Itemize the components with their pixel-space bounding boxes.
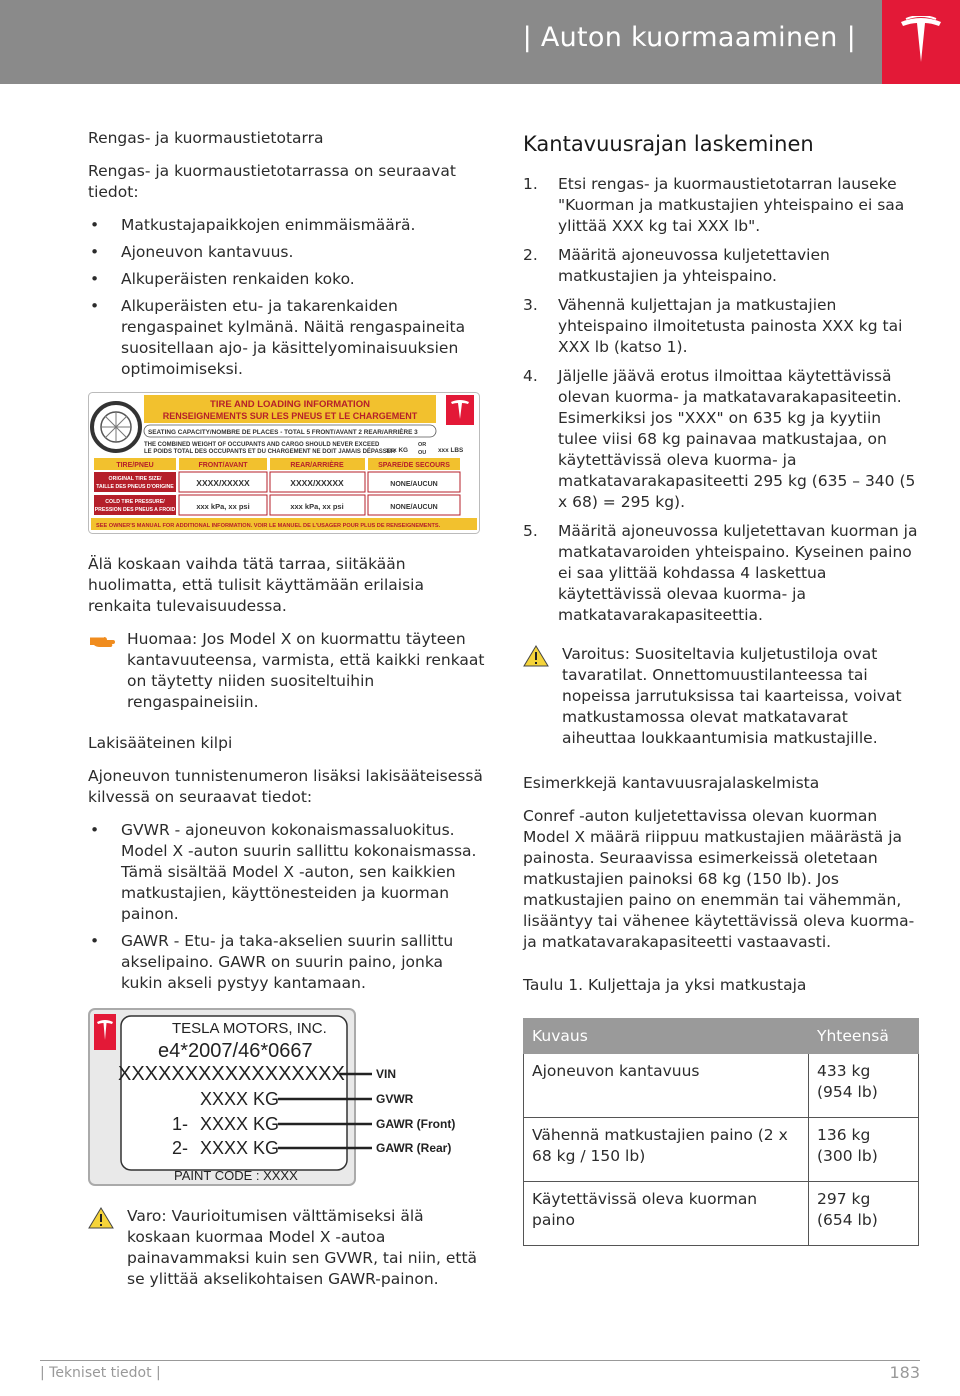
legal-plate-image <box>88 1008 486 1186</box>
label-combined-2: LE POIDS TOTAL DES OCCUPANTS ET DU CHARGEMENT NE DOIT JAMAIS DÉPASSER <box>144 449 396 455</box>
callout-vin: VIN <box>376 1067 397 1081</box>
plate-maker: TESLA MOTORS, INC. <box>172 1020 327 1037</box>
list-item: • Alkuperäisten etu- ja takarenkaiden rengaspainet kylmänä. Näitä rengaspaineita suositellaan ajo- ja käsittelyominaisuuksien optimoimiseksi. <box>88 296 486 380</box>
step-number: 5. <box>523 522 538 540</box>
plate-gawr1: XXXX KG <box>200 1114 280 1134</box>
tesla-logo <box>882 0 960 84</box>
table-cell: Vähennä matkustajien paino (2 x 68 kg / 150 lb) <box>524 1118 809 1182</box>
label-h-front: FRONT/AVANT <box>198 462 248 469</box>
label-combined-1: THE COMBINED WEIGHT OF OCCUPANTS AND CARGO SHOULD NEVER EXCEED <box>144 442 380 448</box>
step-number: 3. <box>523 296 538 314</box>
legal-plate-intro: Ajoneuvon tunnistenumeron lisäksi lakisääteisessä kilvessä on seuraavat tiedot: <box>88 767 483 806</box>
table-cell: Ajoneuvon kantavuus <box>524 1054 809 1118</box>
warning-text: Varoitus: Suositeltavia kuljetustiloja ovat tavaratilat. Onnettomuustilanteessa tai nopeissa jarrutuksissa tai kaarteissa, voivat matkustamossa olevat matkatavarat aiheuttaa loukkaantumisia matkustajille. <box>562 645 902 747</box>
page-title: | Auton kuormaaminen | <box>522 22 856 53</box>
callout-gvwr: GVWR <box>376 1092 414 1106</box>
warning-box <box>523 644 919 749</box>
step-number: 4. <box>523 367 538 385</box>
step-text: Määritä ajoneuvossa kuljetettavan kuorman ja matkatavaroiden yhteispaino. Kyseinen paino ei saa ylittää kohdassa 4 laskettua käytettävissä olevaa kuorma- ja matkatavarakapasiteettia. <box>558 522 918 624</box>
table-caption: Taulu 1. Kuljettaja ja yksi matkustaja <box>523 976 807 994</box>
label-h-tire: TIRE/PNEU <box>116 462 154 469</box>
step-number: 1. <box>523 175 538 193</box>
table-header: Yhteensä <box>809 1019 919 1054</box>
examples-heading: Esimerkkejä kantavuusrajalaskelmista <box>523 774 820 792</box>
note-box <box>88 629 486 713</box>
step-text: Jäljelle jäävä erotus ilmoittaa käytettävissä olevan kuorma- ja matkatavarakapasiteetin. Esimerkiksi jos "XXX" on 635 kg ja kyytiin tulee viisi 68 kg painavaa matkustajaa, on käytettävissä oleva kuorma- ja matkatavarakapasiteetti 295 kg (635 – 340 (5 x 68) = 295 kg). <box>558 367 916 511</box>
plate-approval: e4*2007/46*0667 <box>158 1040 313 1062</box>
callout-gawr-rear: GAWR (Rear) <box>376 1141 452 1155</box>
section-title: Kantavuusrajan laskeminen <box>523 132 814 156</box>
label-r1-front: XXXX/XXXXX <box>196 478 250 488</box>
table-cell: 297 kg (654 lb) <box>809 1182 919 1246</box>
step-item <box>523 295 919 358</box>
label-r2-spare: NONE/AUCUN <box>390 504 438 511</box>
plate-paint: PAINT CODE : XXXX <box>174 1168 298 1183</box>
table-row <box>524 1118 919 1182</box>
label-footer: SEE OWNER'S MANUAL FOR ADDITIONAL INFORMATION. VOIR LE MANUEL DE L'USAGER POUR PLUS DE RENSEIGNEMENTS. <box>96 523 441 529</box>
label-r2-rear: xxx kPa, xx psi <box>290 502 344 511</box>
step-text: Määritä ajoneuvossa kuljetettavien matkustajien ja yhteispaino. <box>558 246 830 285</box>
table-cell: Käytettävissä oleva kuorman paino <box>524 1182 809 1246</box>
step-text: Vähennä kuljettajan ja matkustajien yhteispaino ilmoitetusta painosta XXX kg tai XXX lb (katso 1). <box>558 296 903 356</box>
label-r1-spare: NONE/AUCUN <box>390 481 438 488</box>
plate-gawr1-prefix: 1- <box>172 1114 189 1134</box>
callout-gawr-front: GAWR (Front) <box>376 1117 456 1131</box>
tire-loading-label-image <box>88 392 486 534</box>
tire-info-intro: Rengas- ja kuormaustietotarrassa on seuraavat tiedot: <box>88 162 456 201</box>
footer-section: | Tekniset tiedot | <box>40 1365 161 1381</box>
step-number: 2. <box>523 246 538 264</box>
capacity-table <box>523 1018 919 1246</box>
label-lbs: xxx LBS <box>438 447 464 454</box>
pointing-hand-icon <box>88 629 116 649</box>
tire-icon <box>92 403 140 451</box>
label-or: OR <box>418 442 427 448</box>
list-item: • Alkuperäisten renkaiden koko. <box>88 269 486 290</box>
label-r1-rear: XXXX/XXXXX <box>290 478 344 488</box>
list-item: • GAWR - Etu- ja taka-akselien suurin sallittu akselipaino. GAWR on suurin paino, jonka kukin akseli pystyy kantamaan. <box>88 931 486 994</box>
legal-plate-list <box>88 820 486 994</box>
right-column <box>523 132 919 1246</box>
label-h-spare: SPARE/DE SECOURS <box>378 462 450 469</box>
table-header-row <box>524 1019 919 1054</box>
tire-info-list <box>88 215 486 380</box>
label-title-1: TIRE AND LOADING INFORMATION <box>210 399 370 410</box>
step-text: Etsi rengas- ja kuormaustietotarran lauseke "Kuorman ja matkustajien yhteispaino ei saa ylittää XXX kg tai XXX lb". <box>558 175 905 235</box>
tire-info-heading: Rengas- ja kuormaustietotarra <box>88 129 324 147</box>
page-number: 183 <box>889 1363 920 1382</box>
label-ou: OU <box>418 450 427 456</box>
list-item: • Ajoneuvon kantavuus. <box>88 242 486 263</box>
sticker-warning-text: Älä koskaan vaihda tätä tarraa, siitäkään huolimatta, että tulisit käyttämään erilaisia renkaita tulevaisuudessa. <box>88 555 424 615</box>
list-item: • Matkustajapaikkojen enimmäismäärä. <box>88 215 486 236</box>
step-item <box>523 521 919 626</box>
step-item <box>523 366 919 513</box>
page-header <box>0 0 960 84</box>
steps-list <box>523 174 919 626</box>
table-header: Kuvaus <box>524 1019 809 1054</box>
plate-vin: XXXXXXXXXXXXXXXXX <box>118 1063 345 1085</box>
label-kg: xxx KG <box>386 447 409 454</box>
table-cell: 136 kg (300 lb) <box>809 1118 919 1182</box>
label-seating: SEATING CAPACITY/NOMBRE DE PLACES - TOTAL 5 FRONT/AVANT 2 REAR/ARRIÈRE 3 <box>148 429 418 436</box>
step-item <box>523 245 919 287</box>
warning-icon <box>523 644 549 668</box>
caution-text: Varo: Vaurioitumisen välttämiseksi älä koskaan kuormaa Model X -autoa painavammaksi kuin sen GVWR, tai niin, että se ylittää akselikohtaisen GAWR-painon. <box>127 1207 478 1288</box>
label-r1-2: TAILLE DES PNEUS D'ORIGINE <box>96 484 174 490</box>
plate-gvwr: XXXX KG <box>200 1089 280 1109</box>
step-item <box>523 174 919 237</box>
legal-plate-heading: Lakisääteinen kilpi <box>88 734 233 752</box>
plate-gawr2-prefix: 2- <box>172 1138 189 1158</box>
label-title-2: RENSEIGNEMENTS SUR LES PNEUS ET LE CHARGEMENT <box>162 411 418 421</box>
examples-text: Conref -auton kuljetettavissa olevan kuorman Model X määrä riippuu matkustajien määrästä ja painosta. Seuraavissa esimerkeissä oletetaan matkustajien painoksi 68 kg (150 lb). Jos matkustajien paino on enemmän tai vähemmän, lisääntyy tai vähenee käytettävissä oleva kuorma- ja matkatavarakapasiteetti vastaavasti. <box>523 807 915 951</box>
left-column <box>88 128 486 1310</box>
plate-gawr2: XXXX KG <box>200 1138 280 1158</box>
table-row <box>524 1182 919 1246</box>
footer-divider <box>40 1360 920 1361</box>
table-cell: 433 kg (954 lb) <box>809 1054 919 1118</box>
tesla-logo-icon <box>898 16 944 66</box>
caution-icon <box>88 1206 114 1230</box>
label-h-rear: REAR/ARRIÈRE <box>290 462 344 469</box>
label-r2-front: xxx kPa, xx psi <box>196 502 250 511</box>
note-text: Huomaa: Jos Model X on kuormattu täyteen kantavuuteensa, varmista, että kaikki renkaat on täytetty niiden suositeltuihin rengaspaineisiin. <box>127 630 485 711</box>
label-r2-2: PRESSION DES PNEUS A FROID <box>94 507 176 513</box>
label-r2-1: COLD TIRE PRESSURE/ <box>105 499 165 505</box>
caution-box <box>88 1206 486 1290</box>
list-item: • GVWR - ajoneuvon kokonaismassaluokitus. Model X -auton suurin sallittu kokonaismassa. Tämä sisältää Model X -auton, sen kaikkien matkustajien, käyttönesteiden ja kuorman painon. <box>88 820 486 925</box>
table-row <box>524 1054 919 1118</box>
label-r1-1: ORIGINAL TIRE SIZE/ <box>108 476 162 482</box>
